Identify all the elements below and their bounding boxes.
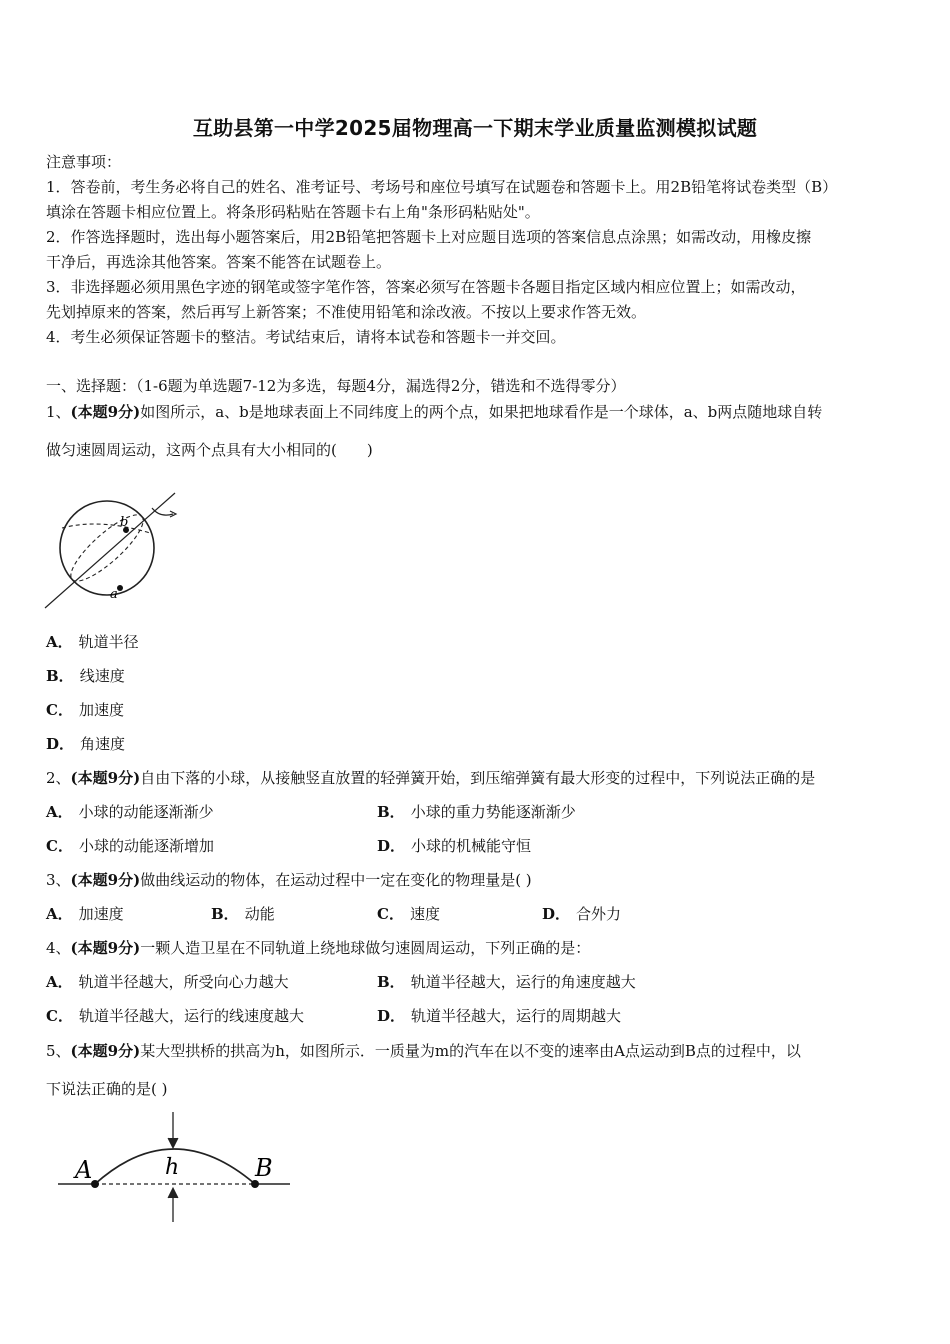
option-text: 速度 bbox=[409, 905, 440, 923]
option-d[interactable] bbox=[542, 904, 621, 924]
option-c[interactable] bbox=[46, 1006, 304, 1026]
option-label: B． bbox=[211, 905, 239, 923]
question-score: (本题9分) bbox=[70, 769, 141, 787]
option-label: C． bbox=[46, 837, 73, 855]
question-5 bbox=[46, 1041, 916, 1061]
notice-line: 3．非选择题必须用黑色字迹的钢笔或签字笔作答，答案必须写在答题卡各题目指定区域内相应位置上；如需改动， bbox=[46, 278, 806, 296]
question-number: 4、 bbox=[46, 939, 71, 957]
option-c[interactable] bbox=[46, 836, 214, 856]
section-heading: 一、选择题：（1-6题为单选题7-12为多选，每题4分，漏选得2分，错选和不选得零分） bbox=[46, 377, 626, 395]
option-a[interactable] bbox=[46, 904, 124, 924]
height-h-label: h bbox=[165, 1155, 180, 1180]
question-text: 自由下落的小球，从接触竖直放置的轻弹簧开始，到压缩弹簧有最大形变的过程中，下列说法正确的是 bbox=[140, 769, 816, 787]
option-c[interactable] bbox=[377, 904, 440, 924]
option-label: B． bbox=[377, 803, 405, 821]
question-number: 2、 bbox=[46, 769, 71, 787]
option-text: 加速度 bbox=[78, 905, 124, 923]
point-b-label: b bbox=[120, 515, 129, 530]
question-score: (本题9分) bbox=[70, 1042, 141, 1060]
question-text: 一颗人造卫星在不同轨道上绕地球做匀速圆周运动，下列正确的是： bbox=[140, 939, 591, 957]
question-text-cont: 下说法正确的是( ) bbox=[46, 1080, 168, 1098]
question-text: 某大型拱桥的拱高为h，如图所示．一质量为m的汽车在以不变的速率由A点运动到B点的过程中，以 bbox=[140, 1042, 801, 1060]
option-label: A． bbox=[46, 803, 73, 821]
option-label: C． bbox=[46, 1007, 73, 1025]
question-3 bbox=[46, 870, 916, 890]
option-label: D． bbox=[377, 1007, 406, 1025]
option-label: A． bbox=[46, 905, 73, 923]
option-label: B． bbox=[377, 973, 405, 991]
option-label: D． bbox=[377, 837, 406, 855]
option-text: 加速度 bbox=[78, 701, 124, 719]
option-text: 轨道半径越大，运行的线速度越大 bbox=[78, 1007, 304, 1025]
option-a[interactable] bbox=[46, 802, 214, 822]
question-4 bbox=[46, 938, 916, 958]
option-text: 小球的动能逐渐增加 bbox=[78, 837, 214, 855]
option-b[interactable] bbox=[46, 666, 125, 686]
option-text: 角速度 bbox=[80, 735, 126, 753]
notice-line: 1．答卷前，考生务必将自己的姓名、准考证号、考场号和座位号填写在试题卷和答题卡上。用2B铅笔将试卷类型（B） bbox=[46, 178, 838, 196]
option-d[interactable] bbox=[377, 836, 531, 856]
earth-rotation-figure bbox=[40, 488, 180, 613]
option-text: 轨道半径越大，所受向心力越大 bbox=[78, 973, 289, 991]
option-text: 线速度 bbox=[79, 667, 125, 685]
option-text: 轨道半径 bbox=[78, 633, 139, 651]
option-label: D． bbox=[542, 905, 571, 923]
arch-bridge-figure bbox=[55, 1108, 295, 1226]
option-d[interactable] bbox=[377, 1006, 621, 1026]
option-d[interactable] bbox=[46, 734, 125, 754]
option-label: C． bbox=[377, 905, 404, 923]
option-a[interactable] bbox=[46, 632, 139, 652]
point-a-label: a bbox=[110, 587, 118, 602]
option-a[interactable] bbox=[46, 972, 289, 992]
option-label: B． bbox=[46, 667, 74, 685]
option-text: 轨道半径越大，运行的周期越大 bbox=[411, 1007, 622, 1025]
option-text: 小球的重力势能逐渐渐少 bbox=[410, 803, 576, 821]
option-c[interactable] bbox=[46, 700, 124, 720]
question-text: 做曲线运动的物体，在运动过程中一定在变化的物理量是( ) bbox=[140, 871, 532, 889]
notice-line: 4．考生必须保证答题卡的整洁。考试结束后，请将本试卷和答题卡一并交回。 bbox=[46, 328, 566, 346]
question-number: 5、 bbox=[46, 1042, 71, 1060]
option-text: 动能 bbox=[244, 905, 275, 923]
question-number: 3、 bbox=[46, 871, 71, 889]
page-title: 互助县第一中学2025届物理高一下期末学业质量监测模拟试题 bbox=[192, 116, 758, 140]
question-text: 如图所示，a、b是地球表面上不同纬度上的两个点，如果把地球看作是一个球体，a、b两点随地球自转 bbox=[140, 403, 823, 421]
option-b[interactable] bbox=[377, 802, 576, 822]
notice-line: 先划掉原来的答案，然后再写上新答案；不准使用铅笔和涂改液。不按以上要求作答无效。 bbox=[46, 303, 647, 321]
point-B-label: B bbox=[255, 1154, 273, 1182]
option-label: C． bbox=[46, 701, 73, 719]
point-A-label: A bbox=[75, 1156, 93, 1184]
question-score: (本题9分) bbox=[70, 871, 141, 889]
option-label: A． bbox=[46, 973, 73, 991]
option-text: 合外力 bbox=[576, 905, 622, 923]
question-score: (本题9分) bbox=[70, 939, 141, 957]
notice-heading: 注意事项： bbox=[46, 153, 122, 171]
option-text: 小球的动能逐渐渐少 bbox=[78, 803, 214, 821]
notice-line: 2．作答选择题时，选出每小题答案后，用2B铅笔把答题卡上对应题目选项的答案信息点涂黑；如需改动，用橡皮擦 bbox=[46, 228, 812, 246]
question-number: 1、 bbox=[46, 403, 71, 421]
option-label: A． bbox=[46, 633, 73, 651]
option-text: 轨道半径越大，运行的角速度越大 bbox=[410, 973, 636, 991]
option-b[interactable] bbox=[377, 972, 636, 992]
option-label: D． bbox=[46, 735, 75, 753]
question-2 bbox=[46, 768, 916, 788]
option-text: 小球的机械能守恒 bbox=[411, 837, 532, 855]
notice-line: 填涂在答题卡相应位置上。将条形码粘贴在答题卡右上角"条形码粘贴处"。 bbox=[46, 203, 540, 221]
notice-line: 干净后，再选涂其他答案。答案不能答在试题卷上。 bbox=[46, 253, 392, 271]
option-b[interactable] bbox=[211, 904, 275, 924]
question-score: (本题9分) bbox=[70, 403, 141, 421]
question-1 bbox=[46, 402, 916, 422]
point-a-dot bbox=[117, 585, 123, 591]
question-text-cont: 做匀速圆周运动，这两个点具有大小相同的( ) bbox=[46, 441, 373, 459]
